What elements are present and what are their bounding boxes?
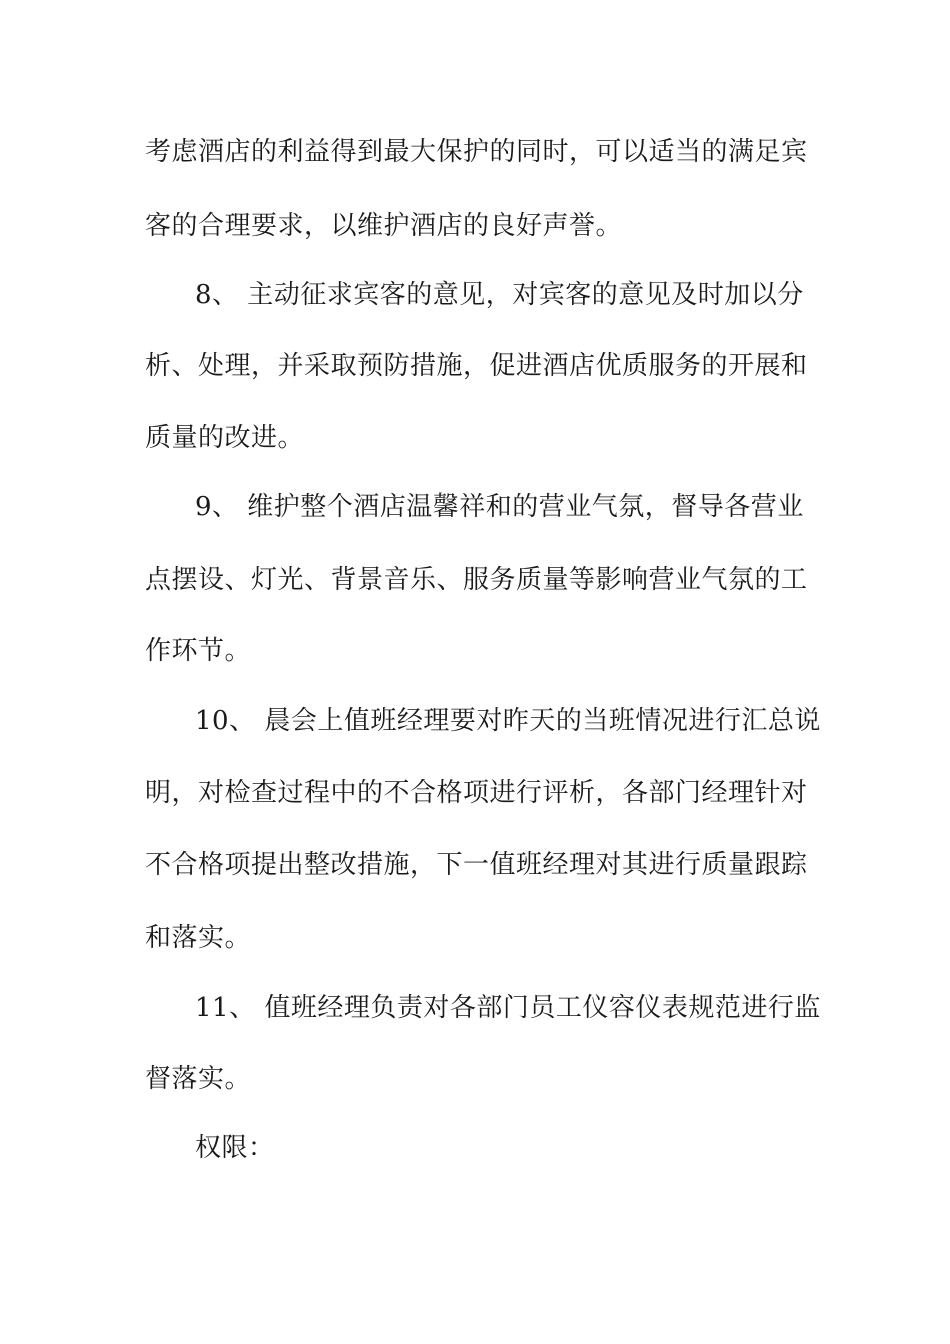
paragraph-7-continuation-line-1: 考虑酒店的利益得到最大保护的同时，可以适当的满足宾 xyxy=(145,137,808,167)
section-heading-authority: 权限： xyxy=(195,1133,275,1163)
paragraph-7-continuation-line-2: 客的合理要求，以维护酒店的良好声誉。 xyxy=(145,211,623,241)
item-10-line-3: 不合格项提出整改措施，下一值班经理对其进行质量跟踪 xyxy=(145,850,808,880)
item-10-line-4: 和落实。 xyxy=(145,923,252,953)
item-9-line-2: 点摆设、灯光、背景音乐、服务质量等影响营业气氛的工 xyxy=(145,565,808,595)
item-8-line-1: 8、 主动征求宾客的意见，对宾客的意见及时加以分 xyxy=(195,280,804,310)
item-8-line-3: 质量的改进。 xyxy=(145,423,305,453)
item-10-line-1: 10、 晨会上值班经理要对昨天的当班情况进行汇总说 xyxy=(195,706,821,736)
item-9-line-3: 作环节。 xyxy=(145,636,252,666)
item-8-line-2: 析、处理，并采取预防措施，促进酒店优质服务的开展和 xyxy=(145,351,808,381)
item-10-line-2: 明，对检查过程中的不合格项进行评析，各部门经理针对 xyxy=(145,778,808,808)
item-11-line-1: 11、 值班经理负责对各部门员工仪容仪表规范进行监 xyxy=(195,993,821,1023)
item-11-line-2: 督落实。 xyxy=(145,1064,252,1094)
item-9-line-1: 9、 维护整个酒店温馨祥和的营业气氛，督导各营业 xyxy=(195,492,804,522)
